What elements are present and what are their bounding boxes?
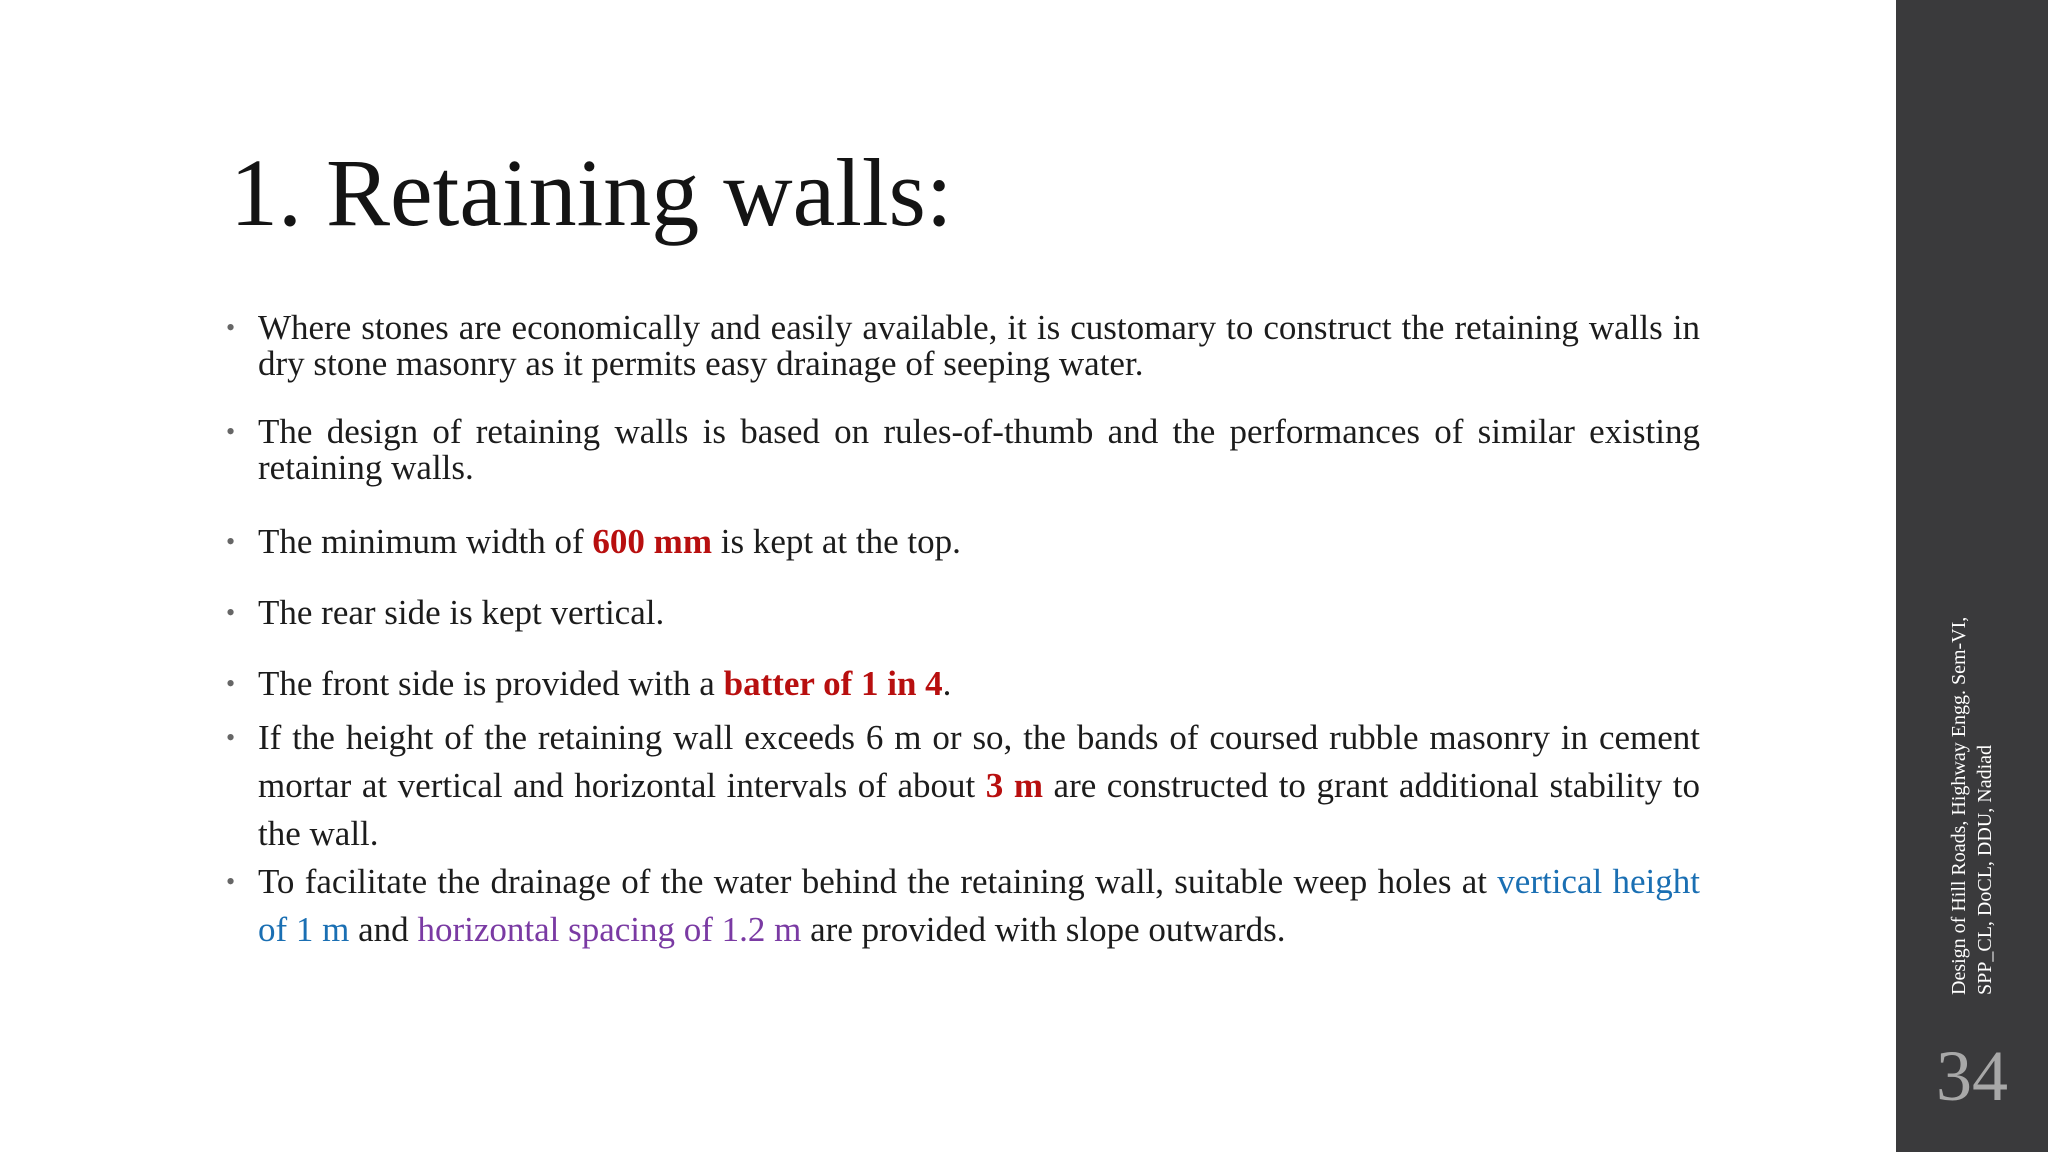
- bullet-item-7: [258, 858, 1700, 954]
- highlight-vertical-height: vertical height of 1 m: [258, 862, 1700, 949]
- bullet-item-2: [258, 414, 1700, 486]
- bullet-text: and: [349, 910, 418, 949]
- bullet-item-1: [258, 310, 1700, 382]
- highlight-interval: 3 m: [985, 766, 1043, 805]
- highlight-batter: batter of 1 in 4: [723, 664, 943, 703]
- slide-title: 1. Retaining walls:: [230, 139, 953, 246]
- bullet-text: .: [942, 664, 952, 703]
- bullet-item-4: [258, 595, 1700, 631]
- bullet-item-3: [258, 524, 1700, 560]
- bullet-text: are provided with slope outwards.: [801, 910, 1286, 949]
- bullet-text: The rear side is kept vertical.: [258, 593, 665, 632]
- bullet-text: If the height of the retaining wall exceeds 6 m or so, the bands of coursed rubble masonry in cement mortar at vertical and horizontal intervals of about: [258, 718, 1700, 805]
- bullet-text: is kept at the top.: [711, 522, 961, 561]
- bullet-text: The minimum width of: [258, 522, 593, 561]
- footer-line-1: Design of Hill Roads, Highway Engg. Sem-VI,: [1948, 616, 1970, 995]
- highlight-horizontal-spacing: horizontal spacing of 1.2 m: [417, 910, 802, 949]
- bullet-item-5: [258, 666, 1700, 702]
- bullet-text: The design of retaining walls is based on rules-of-thumb and the performances of similar existing retaining walls.: [258, 412, 1700, 487]
- bullet-text: are constructed to grant additional stability to the wall.: [258, 766, 1700, 853]
- bullet-list: [258, 310, 1700, 954]
- page-number: 34: [1936, 1036, 2008, 1116]
- bullet-item-6: [258, 714, 1700, 858]
- bullet-text: The front side is provided with a: [258, 664, 724, 703]
- bullet-text: To facilitate the drainage of the water behind the retaining wall, suitable weep holes at: [258, 862, 1498, 901]
- bullet-text: Where stones are economically and easily available, it is customary to construct the retaining walls in dry stone masonry as it permits easy drainage of seeping water.: [258, 308, 1700, 383]
- sidebar-footer-text: [1946, 505, 1998, 995]
- highlight-min-width: 600 mm: [592, 522, 712, 561]
- footer-line-2: SPP_CL, DoCL, DDU, Nadiad: [1974, 744, 1996, 995]
